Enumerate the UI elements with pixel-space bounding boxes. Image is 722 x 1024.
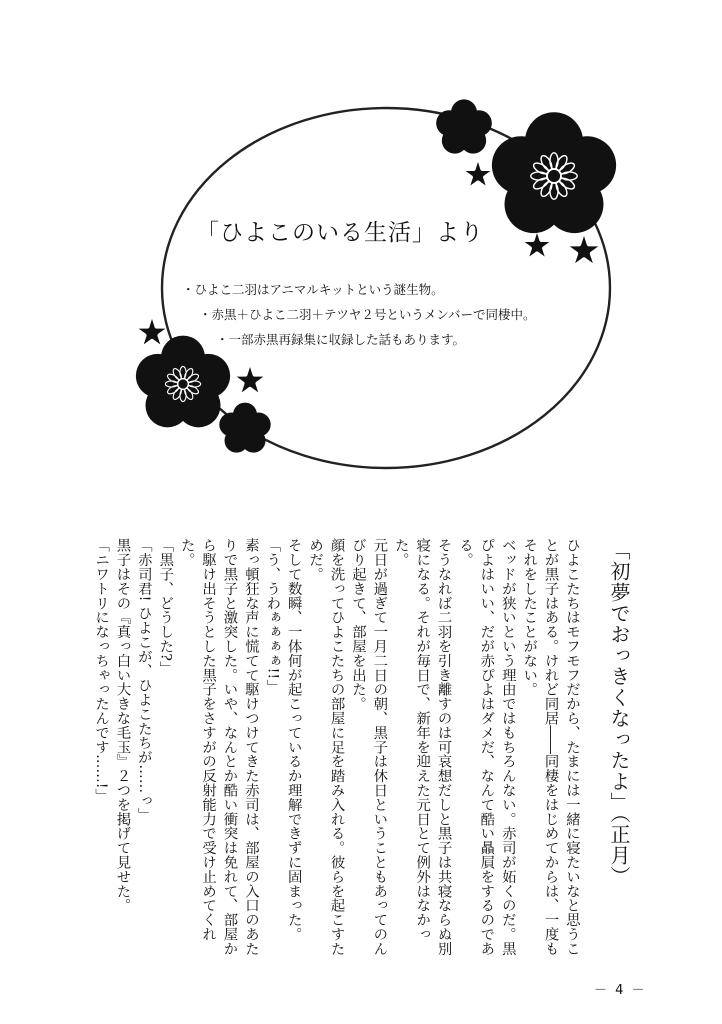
story-paragraph: ひよこたちはモフモフだから、たまには一緒に寝たいなと思うことが黒子はある。けれど同居――同棲をはじめてからは、一度もそれをしたことがない。: [521, 538, 580, 956]
story-paragraph: そして数瞬、一体何が起こっているか理解できずに固まった。: [285, 538, 302, 942]
story-body: [82, 538, 582, 958]
intro-box-line: ・ひよこ二羽はアニマルキットという謎生物。: [182, 282, 444, 297]
story-paragraph: 黒子はその『真っ白い大きな毛玉』２つを掲げて見せた。: [114, 538, 131, 913]
story-paragraph: 「赤司君! ひよこが、ひよこたちが……っ」: [135, 538, 152, 822]
intro-box-line: ・赤黒＋ひよこ二羽＋テツヤ２号というメンバーで同棲中。: [199, 307, 536, 322]
story-title: 「初夢でおっきくなったよ」（正月）: [607, 540, 631, 887]
story-paragraph: 顔を洗ってひよこたちの部屋に足を踏み入れる。彼らを起こすためだ。: [307, 538, 345, 956]
story-paragraph: 「ニワトリになっちゃったんです……!」: [93, 538, 110, 803]
intro-box-title: 「ひよこのいる生活」より: [196, 220, 484, 246]
story-paragraph: そうなれば二羽を引き離すのは可哀想だしと黒子は共寝ならぬ別寝になる。それが毎日で、新年を迎えた元日とて例外はなかった。: [392, 538, 452, 956]
story-paragraph: 元日が過ぎて一月二日の朝、黒子は休日ということもあってのんびり起きて、部屋を出た。: [349, 538, 388, 956]
story-paragraph: 素っ頓狂な声に慌てて駆けつけてきた赤司は、部屋の入口のあたりで黒子と激突した。いや、なんとか酷い衝突は免れて、部屋から駆け出そうとした黒子をさすがの反射能力で受け止めてくれた。: [178, 538, 259, 956]
story-paragraph: 「黒子、どうした?」: [157, 538, 174, 676]
intro-box-line: ・一部赤黒再録集に収録した話もあります。: [216, 332, 466, 347]
story-paragraph: 「う、うわぁぁぁぁ!!」: [264, 538, 281, 694]
story-paragraph: ベッドが狭いという理由ではもちろんない。赤司が妬くのだ。黒ぴよはいい、だが赤ぴよはダメだ、なんて酷い贔屓をするのである。: [456, 538, 516, 956]
page-number: － 4 －: [594, 983, 647, 998]
